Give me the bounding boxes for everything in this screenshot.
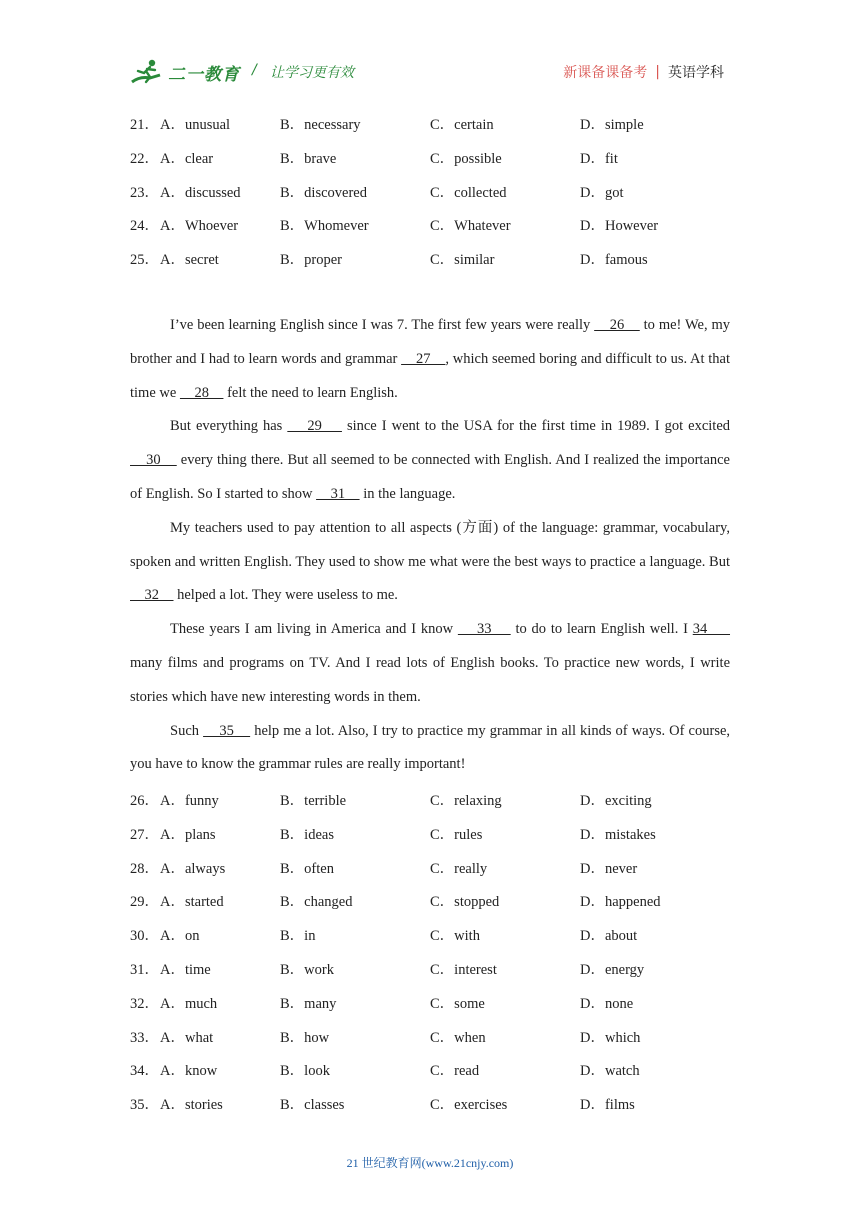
question-row <box>130 1059 740 1093</box>
question-row <box>130 992 740 1026</box>
option-d: D．fit <box>580 150 618 167</box>
option-c: C．when <box>430 1029 486 1046</box>
option-a: A．discussed <box>160 184 241 201</box>
question-number: 27． <box>130 826 159 843</box>
option-b: B．many <box>280 995 337 1012</box>
option-c: C．read <box>430 1063 480 1080</box>
option-c: C．exercises <box>430 1097 508 1114</box>
question-row <box>130 181 740 215</box>
passage-text: to do to learn English well. I <box>510 621 693 638</box>
question-row <box>130 789 740 823</box>
question-number: 23． <box>130 184 159 201</box>
blank-32: 32 <box>130 587 174 604</box>
passage-text: many films and programs on TV. And I read lots of English books. To practice new words, I write stories which have new interesting words in them. <box>130 654 730 705</box>
option-b: B．how <box>280 1029 330 1046</box>
question-row <box>130 857 740 891</box>
option-d: D．happened <box>580 894 661 911</box>
paragraph <box>130 410 730 511</box>
passage-text: help me a lot. Also, I try to practice my grammar in all kinds of ways. Of course, you have to know the grammar rules are really important! <box>130 722 731 773</box>
paragraph <box>130 512 730 613</box>
passage-text: My teachers used to pay attention to all aspects (方面) of the language: grammar, vocabulary, spoken and written English. They used to show me what were the best ways to practice a language. But <box>130 519 730 570</box>
option-b: B．changed <box>280 894 353 911</box>
option-b: B．in <box>280 928 316 945</box>
passage-text: helped a lot. They were useless to me. <box>173 587 398 604</box>
option-c: C．stopped <box>430 894 500 911</box>
option-a: A．unusual <box>160 117 231 133</box>
question-number: 25． <box>130 252 159 269</box>
option-a: A．on <box>160 928 200 945</box>
question-row <box>130 1026 740 1060</box>
passage-text: felt the need to learn English. <box>223 384 398 401</box>
option-c: C．some <box>430 995 485 1012</box>
question-row <box>130 890 740 924</box>
option-a: A．clear <box>160 150 214 167</box>
question-number: 28． <box>130 860 159 877</box>
passage-text: since I went to the USA for the first time in 1989. I got excited <box>341 418 731 435</box>
question-number: 26． <box>130 793 159 809</box>
option-a: A．always <box>160 860 226 877</box>
option-b: B．brave <box>280 150 337 167</box>
option-b: B．classes <box>280 1097 345 1114</box>
passage-text: But everything has <box>170 418 288 435</box>
option-b: B．Whomever <box>280 218 369 235</box>
header-subject: 英语学科 <box>668 65 724 81</box>
runner-logo-icon <box>130 58 164 86</box>
question-row <box>130 1093 740 1127</box>
page-footer: 21 世纪教育网(www.21cnjy.com) <box>346 1156 514 1170</box>
option-d: D．watch <box>580 1063 640 1080</box>
passage-text: Such <box>170 722 204 739</box>
question-number: 31． <box>130 961 159 978</box>
option-d: D．which <box>580 1029 641 1046</box>
options-top <box>130 113 740 282</box>
option-d: D．got <box>580 184 624 201</box>
header-tag: 新课备课备考 <box>563 65 648 81</box>
option-a: A．plans <box>160 826 216 843</box>
paragraph <box>130 715 730 783</box>
option-d: D．films <box>580 1097 635 1114</box>
slogan: 让学习更有效 <box>270 65 354 81</box>
blank-33: 33 <box>457 621 511 638</box>
option-d: D．exciting <box>580 793 652 809</box>
blank-30: 30 <box>130 452 177 469</box>
blank-29: 29 <box>287 418 342 435</box>
question-row <box>130 214 740 248</box>
passage-text: , which seemed boring and difficult to us. At that time we <box>130 350 730 401</box>
option-a: A．what <box>160 1029 214 1046</box>
option-d: D．about <box>580 928 638 945</box>
question-row <box>130 924 740 958</box>
option-c: C．interest <box>430 961 497 978</box>
option-a: A．Whoever <box>160 218 239 235</box>
option-b: B．often <box>280 860 334 877</box>
question-number: 33． <box>130 1029 159 1046</box>
option-a: A．know <box>160 1063 218 1080</box>
option-c: C．relaxing <box>430 793 502 809</box>
question-number: 22． <box>130 150 159 167</box>
passage-text: I’ve been learning English since I was 7. The first few years were really <box>170 317 595 333</box>
option-a: A．secret <box>160 252 219 269</box>
option-c: C．certain <box>430 117 494 133</box>
option-a: A．funny <box>160 793 219 809</box>
header-divider: | <box>655 64 660 80</box>
option-b: B．ideas <box>280 826 334 843</box>
page-header <box>130 52 730 92</box>
option-c: C．similar <box>430 252 495 269</box>
slogan-separator: / <box>252 62 257 78</box>
passage-text: in the language. <box>359 485 456 502</box>
option-d: D．simple <box>580 117 644 133</box>
option-a: A．much <box>160 995 218 1012</box>
blank-28: 28 <box>179 384 224 401</box>
question-row <box>130 113 740 147</box>
option-d: D．mistakes <box>580 826 656 843</box>
option-b: B．proper <box>280 252 343 269</box>
passage-text: to me! We, my brother and I had to learn words and grammar <box>130 317 730 367</box>
blank-27: 27 <box>401 350 446 367</box>
option-c: C．rules <box>430 826 483 843</box>
question-number: 35． <box>130 1097 159 1114</box>
option-d: D．never <box>580 860 638 877</box>
option-d: D．none <box>580 995 634 1012</box>
question-number: 24． <box>130 218 159 235</box>
question-number: 21． <box>130 117 159 133</box>
blank-31: 31 <box>316 485 360 502</box>
option-b: B．look <box>280 1063 330 1080</box>
option-b: B．work <box>280 961 334 978</box>
option-d: D．famous <box>580 252 648 269</box>
options-bottom <box>130 789 740 1127</box>
question-number: 30． <box>130 928 159 945</box>
question-number: 32． <box>130 995 159 1012</box>
blank-34: 34 <box>692 621 731 638</box>
reading-passage <box>130 309 730 782</box>
paragraph <box>130 613 730 714</box>
question-row <box>130 823 740 857</box>
option-c: C．really <box>430 860 488 877</box>
option-a: A．stories <box>160 1097 223 1114</box>
question-number: 34． <box>130 1063 159 1080</box>
question-number: 29． <box>130 894 159 911</box>
question-row <box>130 147 740 181</box>
option-d: D．energy <box>580 961 645 978</box>
question-row <box>130 248 740 282</box>
blank-26: 26 <box>594 317 640 333</box>
option-b: B．terrible <box>280 793 347 809</box>
question-row <box>130 958 740 992</box>
blank-35: 35 <box>203 722 251 739</box>
option-a: A．time <box>160 961 211 978</box>
option-d: D．However <box>580 218 659 235</box>
option-c: C．possible <box>430 150 502 167</box>
logo-text: 二一教育 <box>168 64 240 85</box>
option-c: C．collected <box>430 184 507 201</box>
option-b: B．necessary <box>280 117 361 133</box>
option-b: B．discovered <box>280 184 367 201</box>
header-right <box>563 62 724 82</box>
passage-text: These years I am living in America and I know <box>170 621 458 638</box>
option-c: C．Whatever <box>430 218 511 235</box>
passage-text: every thing there. But all seemed to be connected with English. And I realized the importance of English. So I started to show <box>130 452 730 502</box>
option-c: C．with <box>430 928 480 945</box>
option-a: A．started <box>160 894 224 911</box>
logo <box>130 58 240 86</box>
paragraph <box>130 309 730 410</box>
